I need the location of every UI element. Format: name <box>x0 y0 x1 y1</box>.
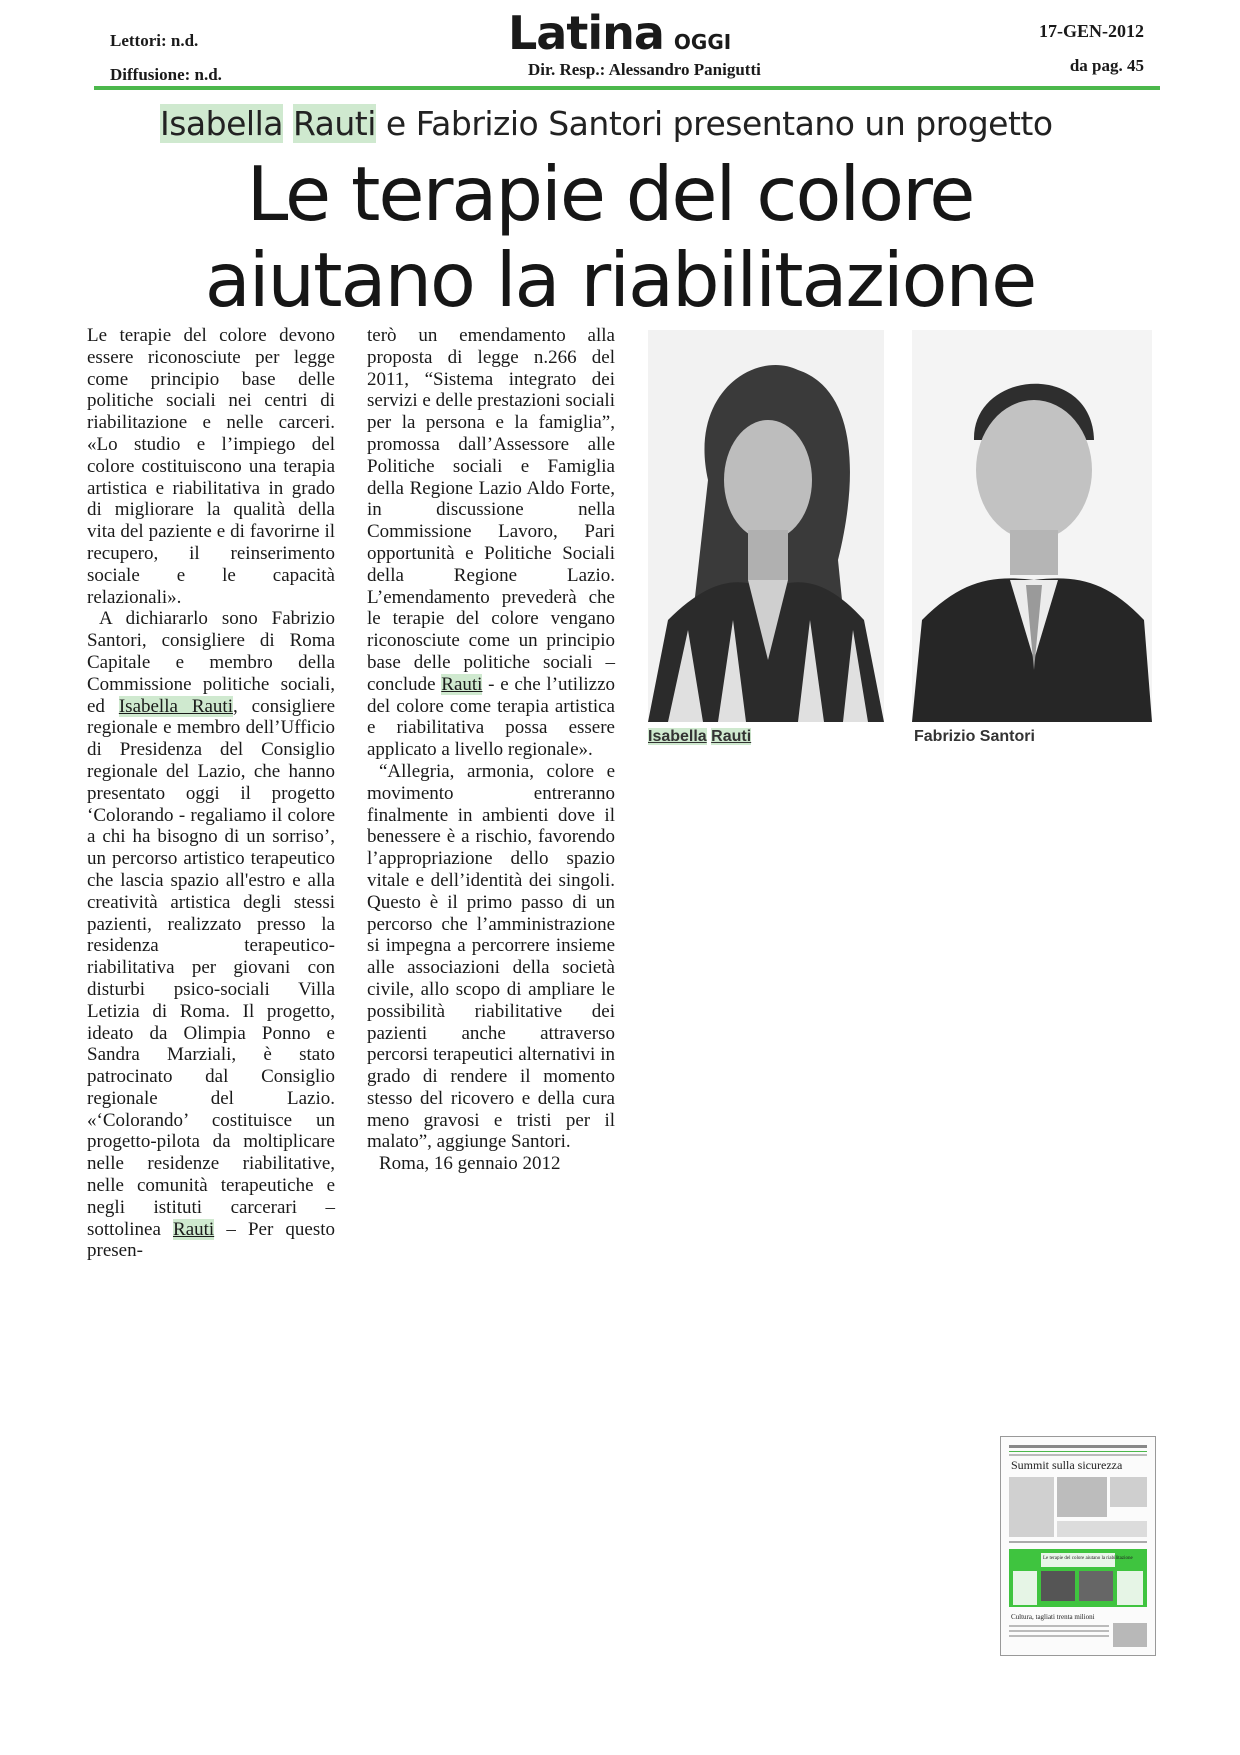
thumb-bottom-headline: Cultura, tagliati trenta milioni <box>1011 1613 1095 1621</box>
date-label: 17-GEN-2012 <box>1039 21 1144 41</box>
page-preview-icon <box>1001 1437 1155 1655</box>
highlighted-name: Isabella Rauti <box>118 695 233 717</box>
thumb-headline: Summit sulla sicurezza <box>1011 1458 1123 1472</box>
col2-p1-text-b: - e che l’utilizzo del colore come terapia artistica e riabilitativa possa essere applicato a livello regionale». <box>367 673 616 761</box>
masthead-name: Latina <box>508 6 664 60</box>
col1-paragraph-1: Le terapie del colore devono essere riconosciute per legge come principio base delle politiche sociali nei centri di riabilitazione e nelle carceri. «Lo studio e l’impiego del colore costituiscono una terapia artistica e riabilitativa in grado di migliorare la qualità della vita del paziente e di favorirne il recupero, il reinserimento sociale e le capacità relazionali». <box>87 325 335 608</box>
highlighted-name: Rauti <box>441 673 483 695</box>
circulation-label: Diffusione: n.d. <box>110 65 222 84</box>
caption-santori: Fabrizio Santori <box>914 728 1035 745</box>
col1-p2-text-a: A dichiararlo sono Fabrizio Santori, consigliere di Roma Capitale e membro della Commissione politiche sociali, ed <box>87 608 335 717</box>
col1-p2-text-c: – Per questo presen- <box>87 1218 335 1262</box>
col2-p1-text-a: terò un emendamento alla proposta di legge n.266 del 2011, “Sistema integrato dei servizi e delle prestazioni sociali per la persona e la famiglia”, promossa dall’Assessore alle Politiche sociali e Famiglia della Regione Lazio Aldo Forte, in discussione nella Commissione Lavoro, Pari opportunità e Politiche Sociali della Regione Lazio. L’emendamento prevederà che le terapie del colore vengano riconosciute come un principio base delle politiche sociali – conclude <box>367 325 615 695</box>
woman-portrait-icon <box>648 330 884 722</box>
caption-rauti <box>648 728 751 746</box>
header-divider <box>94 86 1160 90</box>
header-right <box>1039 20 1144 76</box>
kicker-name-first: Isabella <box>160 104 283 143</box>
highlighted-name: Rauti <box>173 1218 215 1240</box>
man-portrait-icon <box>912 330 1152 722</box>
dateline: Roma, 16 gennaio 2012 <box>379 1153 561 1175</box>
headline-line-2: aiutano la riabilitazione <box>204 236 1036 324</box>
masthead-sub: OGGI <box>673 30 732 54</box>
kicker-name-last: Rauti <box>292 104 376 143</box>
col2-paragraph-2: “Allegria, armonia, colore e movimento entreranno finalmente in ambienti dove il benessere è a rischio, favorendo l’appropriazione dello spazio vitale e dell’identità dei singoli. Questo è il primo passo di un percorso che l’amministrazione si impegna a percorrere insieme alle associazioni della società civile, allo scopo di ampliare le possibilità riabilitative dei pazienti anche attraverso percorsi terapeutici alternativi in grado di rendere il momento stesso del ricovero e della cura meno gravosi e tristi per il malato”, aggiunge Santori. <box>367 760 615 1153</box>
col1-p2-text-b: , consigliere regionale e membro dell’Ufficio di Presidenza del Consiglio regionale del Lazio, che hanno presentato oggi il progetto ‘Colorando - regaliamo il colore a chi ha bisogno di un sorriso’, un percorso artistico terapeutico che lascia spazio all'estro e alla creatività artistica degli stessi pazienti, realizzato presso la residenza terapeutico-riabilitativa per giovani con disturbi psico-sociali Villa Letizia di Roma. Il progetto, ideato da Olimpia Ponno e Sandra Marziali, è stato patrocinato dal Consiglio regionale del Lazio. «‘Colorando’ costituisce un progetto-pilota da moltiplicare nelle residenze riabilitative, nelle comunità terapeutiche e negli istituti carcerari – sottolinea <box>87 695 336 1240</box>
caption-name-last: Rauti <box>711 728 752 745</box>
col1-paragraph-2 <box>87 608 335 1262</box>
kicker-rest: e Fabrizio Santori presentano un progetto <box>375 104 1053 143</box>
kicker <box>160 104 1053 143</box>
page-ref-label: da pag. 45 <box>1069 56 1144 75</box>
portrait-photo-santori <box>912 330 1152 722</box>
director-label: Dir. Resp.: Alessandro Panigutti <box>528 60 761 79</box>
thumb-green-box-title: Le terapie del colore aiutano la riabilitazione <box>1043 1556 1133 1561</box>
article-column-1 <box>87 325 335 1262</box>
page-thumbnail <box>1000 1436 1156 1656</box>
caption-name-first: Isabella <box>648 728 707 745</box>
article-column-2 <box>367 325 615 1175</box>
headline-line-1: Le terapie del colore <box>246 150 974 238</box>
masthead-logo <box>508 6 731 60</box>
readers-label: Lettori: n.d. <box>110 31 199 50</box>
col2-paragraph-1 <box>367 325 615 761</box>
portrait-photo-rauti <box>648 330 884 722</box>
header-left <box>110 24 222 92</box>
